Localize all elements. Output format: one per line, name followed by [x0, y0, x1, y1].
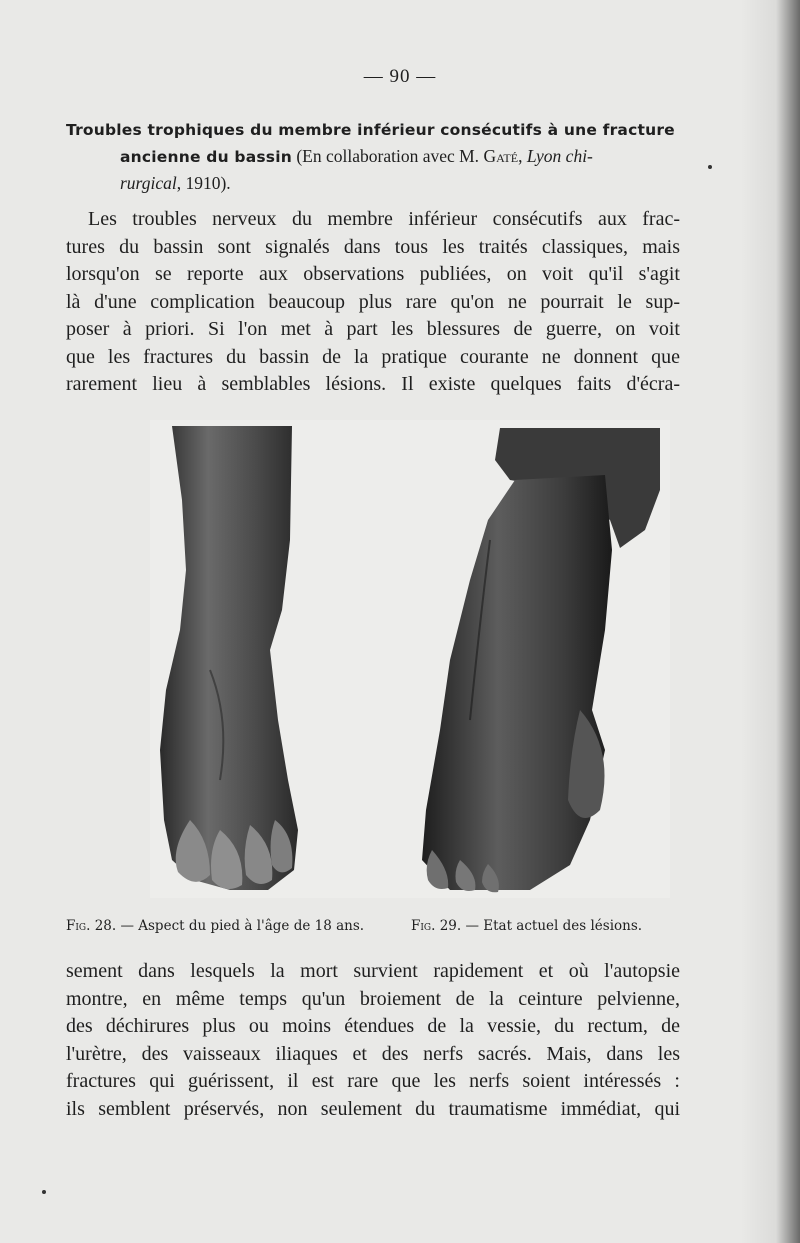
figure-plate	[150, 420, 670, 898]
title-bold-1: Troubles trophiques du membre inférieur consécutifs à une fracture	[66, 121, 675, 139]
caption-fig-29	[411, 918, 642, 934]
text-line: lorsqu'on se reporte aux observations publiées, on voit qu'il s'agit	[66, 263, 680, 285]
title-author: Gaté	[483, 146, 519, 166]
caption-fig-28	[66, 918, 364, 934]
caption-text: — Aspect du pied à l'âge de 18 ans.	[116, 918, 365, 934]
text-line: l'urètre, des vaisseaux iliaques et des nerfs sacrés. Mais, dans les	[66, 1042, 680, 1065]
text-line: là d'une complication beaucoup plus rare qu'on ne pourrait le sup-	[66, 290, 680, 313]
text-line: fractures qui guérissent, il est rare que les nerfs soient intéressés :	[66, 1070, 680, 1092]
title-line-3	[66, 170, 680, 196]
title-line-2	[66, 143, 680, 170]
caption-label: Fig. 28.	[66, 918, 117, 934]
figure-photographs	[150, 420, 670, 898]
text-line: montre, en même temps qu'un broiement de la ceinture pelvienne,	[66, 987, 680, 1010]
paragraph-2	[66, 958, 680, 1123]
title-sep: ,	[518, 146, 527, 166]
title-journal-a: Lyon chi-	[526, 146, 593, 166]
text-line: que les fractures du bassin de la pratique courante ne donnent que	[66, 345, 680, 368]
text-line: rarement lieu à semblables lésions. Il existe quelques faits d'écra-	[66, 373, 680, 395]
title-year: , 1910).	[176, 173, 231, 193]
text-line: sement dans lesquels la mort survient rapidement et où l'autopsie	[66, 960, 680, 982]
title-line-1	[66, 116, 680, 143]
text-line: poser à priori. Si l'on met à part les blessures de guerre, on voit	[66, 318, 680, 340]
caption-label: Fig. 29.	[411, 918, 462, 934]
title-bold-2: ancienne du bassin	[120, 148, 292, 166]
text-line: des déchirures plus ou moins étendues de la vessie, du rectum, de	[66, 1015, 680, 1037]
title-collab: (En collaboration avec M.	[291, 146, 484, 166]
text-line: tures du bassin sont signalés dans tous les traités classiques, mais	[66, 235, 680, 258]
ink-speck	[708, 165, 712, 169]
text-line: ils semblent préservés, non seulement du traumatisme immédiat, qui	[66, 1097, 680, 1120]
text-line: Les troubles nerveux du membre inférieur consécutifs aux frac-	[88, 208, 680, 230]
ink-speck	[42, 1190, 46, 1194]
page-number: — 90 —	[363, 66, 437, 87]
paragraph-1	[66, 206, 680, 399]
caption-text: — Etat actuel des lésions.	[461, 918, 643, 934]
article-title	[66, 116, 680, 196]
title-journal-b: rurgical	[120, 173, 177, 193]
page-edge-shadow	[740, 0, 800, 1243]
